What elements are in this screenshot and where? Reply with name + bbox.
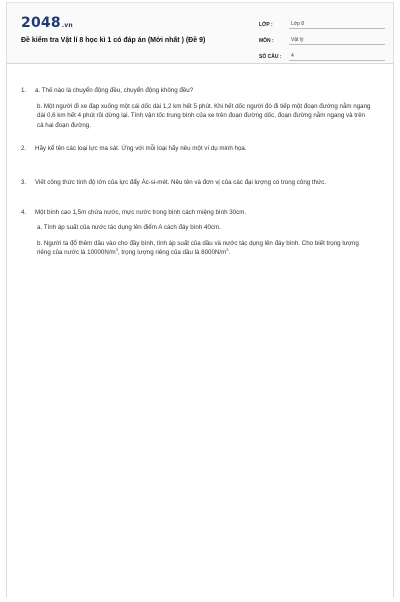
question-part-text: b. Người ta đổ thêm dầu vào cho đầy bình, tính áp suất của dầu và nước tác dụng lên đáy bình. Cho biết trọng lượng riêng của nước là 10000N/m (37, 239, 359, 257)
exam-content (7, 64, 393, 264)
question-part: Hãy kể tên các loại lực ma sát. Ứng với mỗi loại hãy nêu một ví dụ minh họa. (35, 145, 247, 153)
question-body (35, 86, 373, 136)
question-part: Viết công thức tính độ lớn của lực đẩy Ác-si-mét. Nêu tên và đơn vị của các đại lượng có trong công thức. (35, 178, 327, 186)
question-part (35, 239, 373, 258)
unit-exponent: 3 (115, 247, 118, 253)
exam-page (6, 2, 394, 598)
question-number: 1. (21, 87, 27, 94)
exam-title: Đề kiểm tra Vật lí 8 học kì 1 có đáp án (Mới nhất ) (Đề 9) (21, 37, 206, 44)
logo-main: 2048 (21, 15, 61, 31)
question-3 (21, 178, 373, 194)
question-part: a. Tính áp suất của nước tác dụng lên điểm A cách đáy bình 40cm. (37, 224, 221, 232)
question-number: 3. (21, 178, 27, 186)
meta-value: Vật lý (289, 36, 385, 45)
meta-row-subject (259, 32, 385, 45)
unit-exponent: 3 (226, 247, 229, 253)
meta-row-class (259, 16, 385, 29)
meta-row-count (259, 48, 385, 61)
question-part-text: . (228, 249, 231, 257)
meta-label: MÔN : (259, 38, 274, 44)
meta-label: SỐ CÂU : (259, 54, 282, 60)
question-body (35, 178, 373, 194)
question-intro: Một bình cao 1,5m chứa nước, mực nước trong bình cách miệng bình 30cm. (35, 208, 247, 216)
question-4 (21, 208, 373, 264)
meta-value: Lớp 8 (289, 20, 385, 29)
question-2 (21, 144, 373, 160)
question-number: 4. (21, 208, 27, 216)
question-part-text: , trọng lượng riêng của dầu là 8000N/m (117, 249, 227, 257)
question-1 (21, 86, 373, 136)
question-body (35, 144, 373, 160)
meta-label: LỚP : (259, 22, 273, 28)
question-body (35, 208, 373, 264)
site-logo[interactable] (21, 15, 73, 31)
question-part: a. Thế nào là chuyển động đều, chuyển động không đều? (35, 87, 194, 94)
exam-meta (259, 16, 385, 64)
exam-header (7, 3, 393, 64)
question-part: b. Một người đi xe đạp xuống một cái dốc dài 1,2 km hết 5 phút. Khi hết dốc người đó đi tiếp một đoạn đường nằm ngang dài 0,6 km hết 4 phút rồi dừng lại. Tính vận tốc trung bình của xe trên đoạn đường dốc, đoạn đường nằm ngang và trên cả hai đoạn đường. (37, 102, 371, 129)
logo-tld: .vn (61, 22, 73, 29)
meta-value: 4 (289, 52, 385, 61)
question-number: 2. (21, 145, 27, 153)
